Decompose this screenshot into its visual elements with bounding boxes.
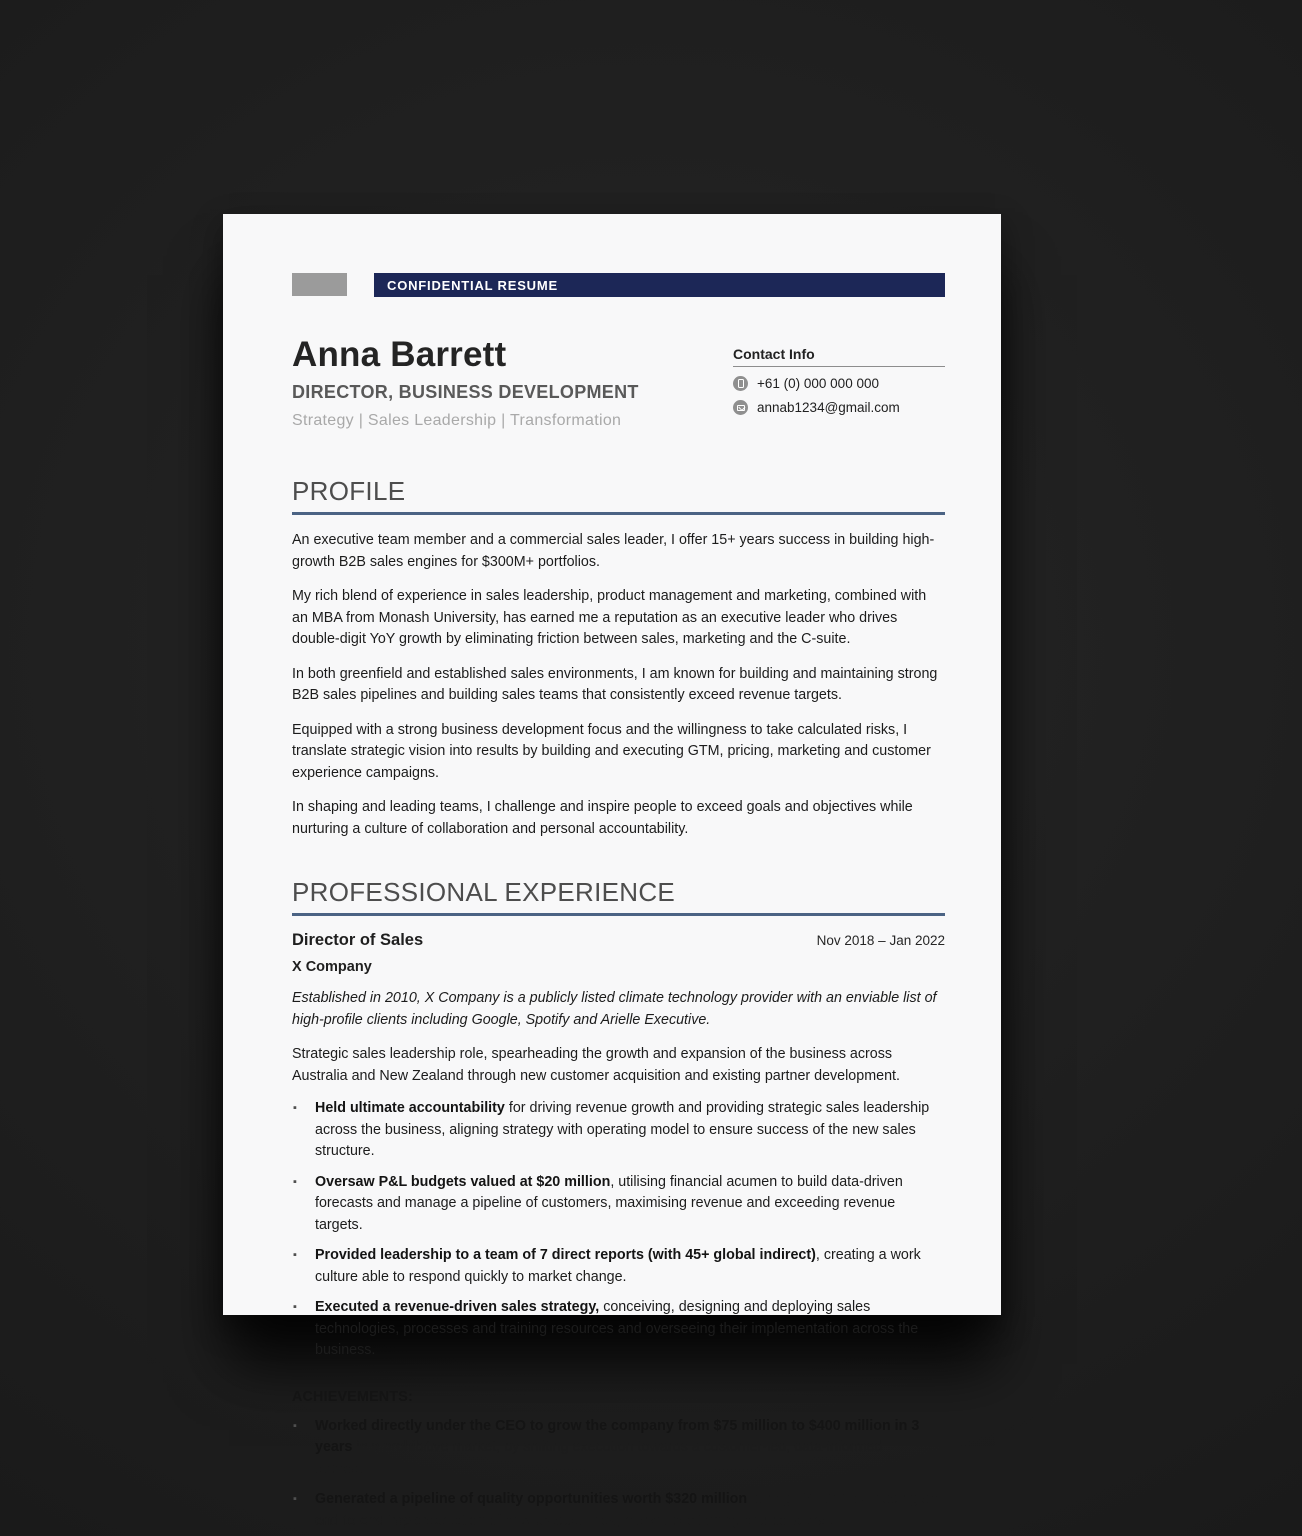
identity-block	[292, 337, 639, 430]
company-description: Established in 2010, X Company is a publicly listed climate technology provider with an enviable list of high-profile clients including Google, Spotify and Arielle Executive.	[292, 990, 937, 1028]
candidate-tagline: Strategy | Sales Leadership | Transformation	[292, 412, 622, 429]
job-dates: Nov 2018 – Jan 2022	[816, 933, 945, 948]
profile-paragraph: My rich blend of experience in sales leadership, product management and marketing, combined with an MBA from Monash University, has earned me a reputation as an executive leader who drives double-digit YoY growth by eliminating friction between sales, marketing and the C-suite.	[292, 588, 927, 647]
square-bullet-icon: ▪	[293, 1419, 297, 1432]
profile-paragraph: In both greenfield and established sales environments, I am known for building and maintaining strong B2B sales pipelines and building sales teams that consistently exceed revenue targets.	[292, 665, 938, 703]
experience-bullet: ▪ Oversaw P&L budgets valued at $20 million, utilising financial acumen to build data-driven forecasts and manage a pipeline of customers, maximising revenue and exceeding revenue targets.	[293, 1173, 903, 1233]
confidential-banner-label: CONFIDENTIAL RESUME	[387, 277, 558, 293]
achievement-bullet: ▪ Generated a pipeline of quality opportunities worth $320 million during FY 2021 by leading an end-to-end implementation of new product lines, market positioning and collateral.	[293, 1491, 938, 1529]
phone-number: +61 (0) 000 000 000	[757, 376, 879, 391]
logo-placeholder-box	[292, 273, 347, 296]
experience-bullet: ▪ Executed a revenue-driven sales strategy, conceiving, designing and deploying sales technologies, processes and training resources and overseeing their implementation across the business.	[293, 1299, 919, 1358]
experience-section	[292, 877, 945, 1532]
square-bullet-icon: ▪	[293, 1102, 297, 1114]
square-bullet-icon: ▪	[293, 1175, 297, 1188]
square-bullet-icon: ▪	[293, 1249, 297, 1261]
profile-paragraph: An executive team member and a commercial sales leader, I offer 15+ years success in building high-growth B2B sales engines for $300M+ portfolios.	[292, 532, 935, 570]
profile-section	[292, 476, 945, 840]
experience-bullet: ▪ Provided leadership to a team of 7 direct reports (with 45+ global indirect), creating a work culture able to respond quickly to market change.	[293, 1247, 921, 1285]
envelope-icon	[733, 400, 748, 415]
contact-phone-row	[733, 376, 945, 391]
resume-page	[223, 214, 1001, 1529]
experience-heading: PROFESSIONAL EXPERIENCE	[292, 877, 945, 916]
contact-info-block	[733, 346, 945, 430]
contact-heading: Contact Info	[733, 346, 945, 367]
achievement-bullet: ▪ Worked directly under the CEO to grow the company from $75 million to $400 million in 3 years in a prohibitive market, by shifting execution towards a customer-led, data-informed approach.	[293, 1417, 920, 1477]
experience-bullet-list	[292, 1098, 945, 1362]
candidate-name: Anna Barrett	[292, 335, 507, 374]
confidential-banner	[374, 273, 945, 297]
job-title: Director of Sales	[292, 931, 424, 949]
achievements-bullet-list	[292, 1416, 945, 1533]
job-header-row	[292, 931, 945, 950]
company-name: X Company	[292, 959, 372, 975]
candidate-title: DIRECTOR, BUSINESS DEVELOPMENT	[292, 382, 639, 402]
square-bullet-icon: ▪	[293, 1493, 297, 1505]
top-bar	[292, 273, 945, 297]
profile-paragraph: Equipped with a strong business development focus and the willingness to take calculated risks, I translate strategic vision into results by building and executing GTM, pricing, marketing and customer experience campaigns.	[292, 721, 931, 781]
contact-email-row	[733, 400, 945, 415]
achievements-heading: ACHIEVEMENTS:	[292, 1388, 413, 1405]
role-summary: Strategic sales leadership role, spearheading the growth and expansion of the business across Australia and New Zealand through new customer acquisition and existing partner development.	[292, 1046, 900, 1084]
experience-bullet: ▪ Held ultimate accountability for driving revenue growth and providing strategic sales leadership across the business, aligning strategy with operating model to ensure success of the new sales structure.	[293, 1100, 930, 1159]
profile-paragraph: In shaping and leading teams, I challenge and inspire people to exceed goals and objectives while nurturing a culture of collaboration and personal accountability.	[292, 799, 913, 837]
profile-heading: PROFILE	[292, 476, 945, 515]
page-content	[223, 273, 1001, 1532]
phone-icon	[733, 376, 748, 391]
email-address: annab1234@gmail.com	[757, 400, 900, 415]
resume-header	[292, 337, 945, 430]
square-bullet-icon: ▪	[293, 1301, 297, 1313]
